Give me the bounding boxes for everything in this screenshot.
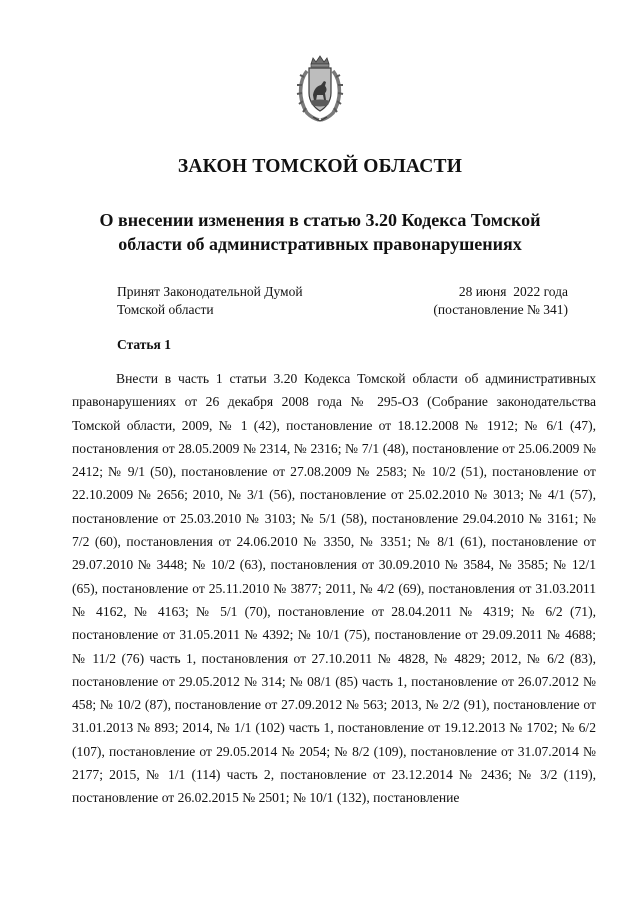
adopted-by-line1: Принят Законодательной Думой [117, 284, 303, 299]
article-heading: Статья 1 [117, 337, 171, 352]
law-subtitle: О внесении изменения в статью 3.20 Кодекса Томской области об административных правонарушениях [99, 210, 541, 254]
adopted-by-block [117, 283, 303, 319]
article-body-text: Внести в часть 1 статьи 3.20 Кодекса Томской области об административных правонарушениях от 26 декабря 2008 года № 295-ОЗ (Собрание законодательства Томской области, 2009, № 1 (42), постановление от 18.12.2008 № 1912; № 6/1 (47), постановления от 28.05.2009 № 2314, № 2316; № 7/1 (48), постановление от 25.06.2009 № 2412; № 9/1 (50), постановление от 27.08.2009 № 2583; № 10/2 (51), постановление от 22.10.2009 № 2656; 2010, № 3/1 (56), постановление от 25.02.2010 № 3013; № 4/1 (57), постановление от 25.03.2010 № 3103; № 5/1 (58), постановление 29.04.2010 № 3161; № 7/2 (60), постановления от 24.06.2010 № 3350, № 3351; № 8/1 (61), постановление от 29.07.2010 № 3448; № 10/2 (63), постановления от 30.09.2010 № 3584, № 3585; № 12/1 (65), постановление от 25.11.2010 № 3877; 2011, № 4/2 (69), постановления от 31.03.2011 № 4162, № 4163; № 5/1 (70), постановление от 28.04.2011 № 4319; № 6/2 (71), постановление от 31.05.2011 № 4392; № 10/1 (75), постановление от 29.09.2011 № 4688; № 11/2 (76) часть 1, постановления от 27.10.2011 № 4828, № 4829; 2012, № 6/2 (83), постановление от 29.05.2012 № 314; № 08/1 (85) часть 1, постановление от 26.07.2012 № 458; № 10/2 (87), постановление от 27.09.2012 № 563; 2013, № 2/2 (91), постановление от 31.01.2013 № 893; 2014, № 1/1 (102) часть 1, постановление от 19.12.2013 № 1702; № 6/2 (107), постановление от 29.05.2014 № 2054; № 8/2 (109), постановление от 31.07.2014 № 2177; 2015, № 1/1 (114) часть 2, постановление от 23.12.2014 № 2436; № 3/2 (119), постановление от 26.02.2015 № 2501; № 10/1 (132), постановление [72, 371, 596, 806]
adoption-date-block [433, 283, 568, 319]
adopted-date: 28 июня 2022 года [458, 284, 568, 299]
law-title: ЗАКОН ТОМСКОЙ ОБЛАСТИ [177, 156, 463, 177]
adopted-by-line2: Томской области [117, 302, 214, 317]
coat-of-arms-icon [295, 55, 345, 123]
adopted-resolution: (постановление № 341) [433, 302, 568, 317]
